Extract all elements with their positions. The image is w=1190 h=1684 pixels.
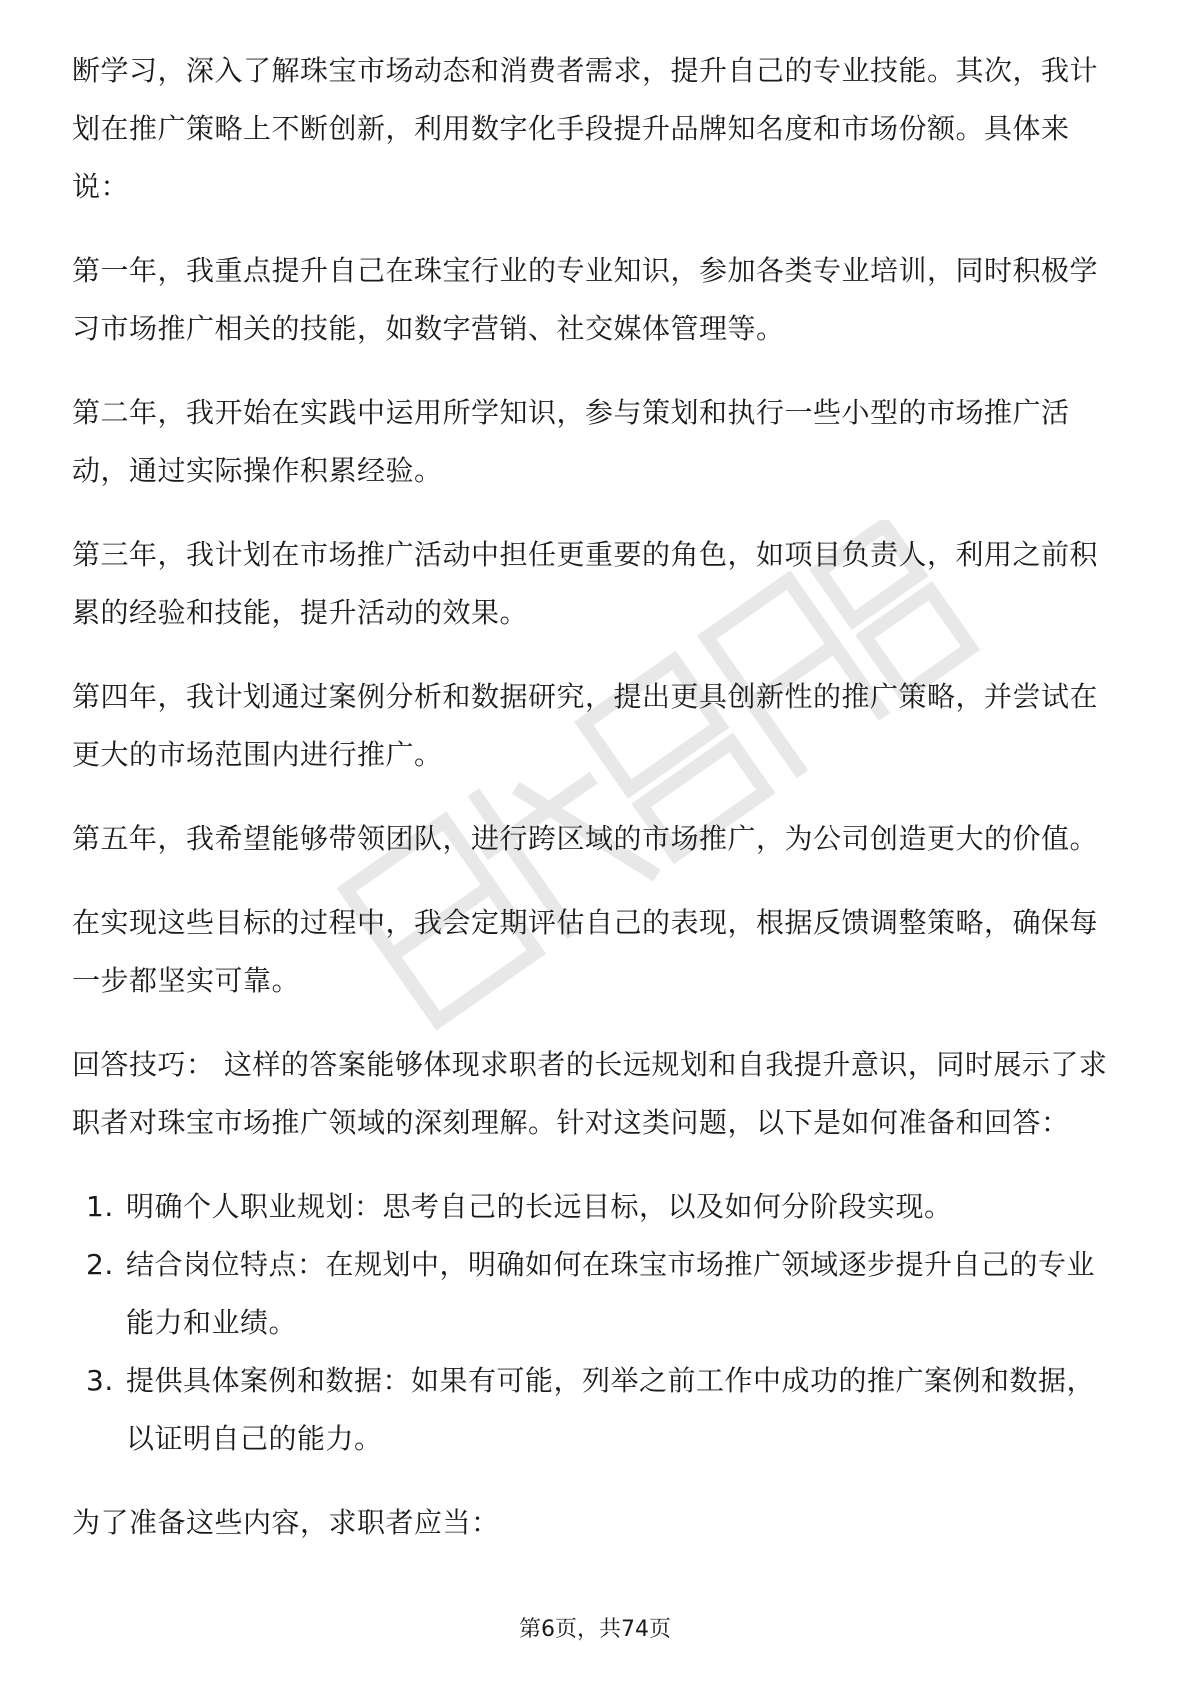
list-item <box>72 1352 1122 1468</box>
list-number: 1. <box>86 1190 114 1223</box>
paragraph-intro: 断学习，深入了解珠宝市场动态和消费者需求，提升自己的专业技能。其次，我计划在推广策略上不断创新，利用数字化手段提升品牌知名度和市场份额。具体来说： <box>72 54 1099 203</box>
list-number: 3. <box>86 1364 114 1397</box>
paragraph-year-3: 第三年，我计划在市场推广活动中担任更重要的角色，如项目负责人，利用之前积累的经验和技能，提升活动的效果。 <box>72 538 1099 629</box>
paragraph-answer-tips: 回答技巧： 这样的答案能够体现求职者的长远规划和自我提升意识，同时展示了求职者对珠宝市场推广领域的深刻理解。针对这类问题，以下是如何准备和回答： <box>72 1048 1108 1139</box>
page-footer: 第6页，共74页 <box>519 1617 671 1642</box>
list-text: 结合岗位特点：在规划中，明确如何在珠宝市场推广领域逐步提升自己的专业能力和业绩。 <box>126 1248 1096 1339</box>
paragraph-year-2: 第二年，我开始在实践中运用所学知识，参与策划和执行一些小型的市场推广活动，通过实际操作积累经验。 <box>72 396 1070 487</box>
document-body <box>72 42 1122 1578</box>
list-item <box>72 1236 1122 1352</box>
list-text: 提供具体案例和数据：如果有可能，列举之前工作中成功的推广案例和数据，以证明自己的能力。 <box>126 1364 1096 1455</box>
tips-list <box>72 1178 1122 1468</box>
paragraph-evaluation: 在实现这些目标的过程中，我会定期评估自己的表现，根据反馈调整策略，确保每一步都坚实可靠。 <box>72 906 1099 997</box>
paragraph-year-4: 第四年，我计划通过案例分析和数据研究，提出更具创新性的推广策略，并尝试在更大的市场范围内进行推广。 <box>72 680 1099 771</box>
paragraph-year-5: 第五年，我希望能够带领团队，进行跨区域的市场推广，为公司创造更大的价值。 <box>72 822 1099 855</box>
list-text: 明确个人职业规划：思考自己的长远目标，以及如何分阶段实现。 <box>126 1190 953 1223</box>
paragraph-year-1: 第一年，我重点提升自己在珠宝行业的专业知识，参加各类专业培训，同时积极学习市场推广相关的技能，如数字营销、社交媒体管理等。 <box>72 254 1099 345</box>
list-item <box>72 1178 1122 1236</box>
list-number: 2. <box>86 1248 114 1281</box>
paragraph-closing: 为了准备这些内容，求职者应当： <box>72 1506 500 1539</box>
